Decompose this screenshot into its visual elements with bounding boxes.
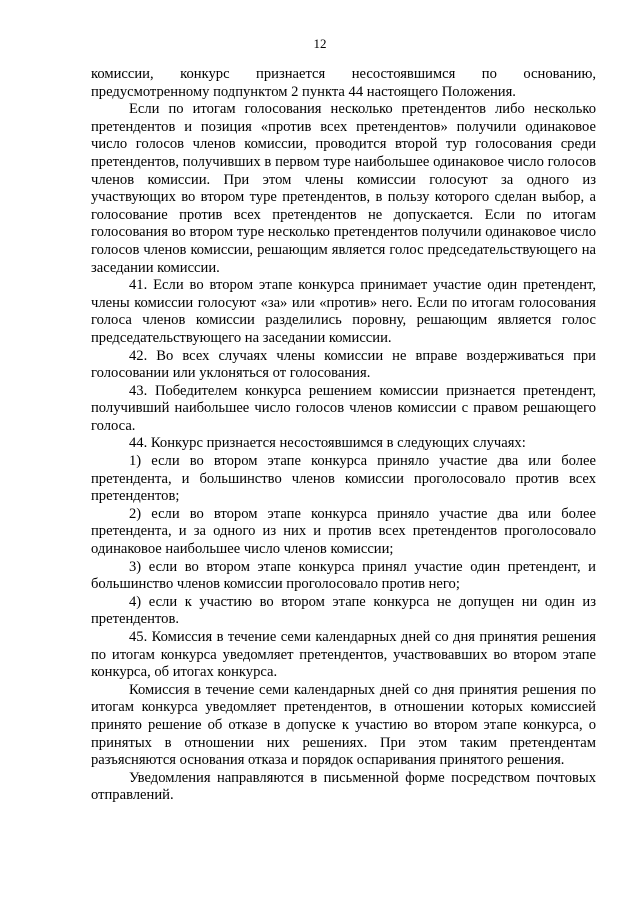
paragraph-second-round-voting: Если по итогам голосования несколько претендентов либо несколько претендентов и позиция «против всех претендентов» получили одинаковое число голосов членов комиссии, проводится второй тур голосования среди претендентов, получивших в первом туре наибольшее одинаковое число голосов членов комиссии. При этом члены комиссии голосуют за одного из участвующих во втором туре претендентов, в пользу которого сделан выбор, а голосование против всех претендентов не допускается. Если по итогам голосования во втором туре несколько претендентов получили одинаковое число голосов членов комиссии, решающим является голос председательствующего на заседании комиссии. (91, 101, 596, 276)
page-number: 12 (313, 36, 327, 51)
paragraph-item-44-sub-4: 4) если к участию во втором этапе конкурса не допущен ни один из претендентов. (91, 593, 596, 628)
paragraph-item-44-sub-2: 2) если во втором этапе конкурса приняло участие два или более претендента, и за одного из них и против всех претендентов проголосовало одинаковое наибольшее число членов комиссии; (91, 505, 596, 558)
paragraph-notification-rejected: Комиссия в течение семи календарных дней со дня принятия решения по итогам конкурса уведомляет претендентов, в отношении которых комиссией принято решение об отказе в допуске к участию во втором этапе конкурса, о принятых в отношении них решениях. При этом таким претендентам разъясняются основания отказа и порядок оспаривания принятого решения. (91, 681, 596, 769)
paragraph-item-44: 44. Конкурс признается несостоявшимся в следующих случаях: (129, 435, 526, 452)
paragraph-item-45: 45. Комиссия в течение семи календарных дней со дня принятия решения по итогам конкурса уведомляет претендентов, участвовавших во втором этапе конкурса, об итогах конкурса. (91, 629, 596, 681)
paragraph-item-44-sub-1: 1) если во втором этапе конкурса приняло участие два или более претендента, и большинство членов комиссии проголосовало против всех претендентов; (91, 453, 596, 505)
paragraph-item-41: 41. Если во втором этапе конкурса принимает участие один претендент, члены комиссии голосуют «за» или «против» него. Если по итогам голосования голоса членов комиссии разделились поровну, решающим является голос председательствующего на заседании комиссии. (91, 277, 596, 346)
paragraph-continuation: комиссии, конкурс признается несостоявшимся по основанию, предусмотренному подпунктом 2 пункта 44 настоящего Положения. (91, 66, 596, 100)
paragraph-notification-form: Уведомления направляются в письменной форме посредством почтовых отправлений. (91, 769, 596, 804)
paragraph-item-42: 42. Во всех случаях члены комиссии не вправе воздерживаться при голосовании или уклоняться от голосования. (91, 347, 596, 382)
document-body (91, 66, 596, 805)
paragraph-item-43: 43. Победителем конкурса решением комиссии признается претендент, получивший наибольшее число голосов членов комиссии с правом решающего голоса. (91, 382, 596, 434)
paragraph-item-44-sub-3: 3) если во втором этапе конкурса принял участие один претендент, и большинство членов комиссии проголосовало против него; (91, 558, 596, 593)
